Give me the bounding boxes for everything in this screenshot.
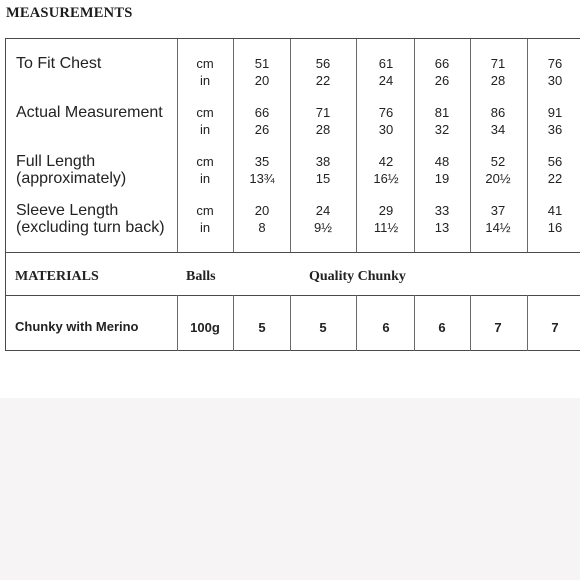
ball-quantity: 7: [494, 320, 502, 335]
measurement-value: 48: [434, 154, 450, 169]
measurement-value: 86: [490, 105, 506, 120]
measurement-value: 20½: [485, 171, 511, 186]
measurement-value: 20: [254, 203, 270, 218]
unit-label: in: [199, 122, 211, 137]
measurement-value: 34: [490, 122, 506, 137]
measurement-value: 8: [258, 220, 266, 235]
measurement-value: 76: [378, 105, 394, 120]
unit-label: cm: [196, 203, 214, 218]
ball-quantity: 5: [258, 320, 266, 335]
measurement-value: 30: [547, 73, 563, 88]
materials-heading: MATERIALS: [15, 269, 99, 284]
measurement-value: 66: [434, 56, 450, 71]
column-divider: [356, 295, 357, 351]
measurement-value: 22: [315, 73, 331, 88]
measurement-value: 81: [434, 105, 450, 120]
column-divider: [414, 39, 415, 252]
measurement-value: 19: [434, 171, 450, 186]
measurement-value: 29: [378, 203, 394, 218]
measurement-value: 15: [315, 171, 331, 186]
measurement-value: 16½: [373, 171, 399, 186]
ball-quantity: 5: [319, 320, 327, 335]
column-divider: [527, 39, 528, 252]
column-divider: [290, 39, 291, 252]
unit-label: cm: [196, 105, 214, 120]
column-divider: [470, 39, 471, 252]
unit-label: cm: [196, 154, 214, 169]
measurement-value: 30: [378, 122, 394, 137]
measurement-value: 28: [490, 73, 506, 88]
column-divider: [527, 295, 528, 351]
measurement-value: 22: [547, 171, 563, 186]
measurement-value: 91: [547, 105, 563, 120]
measurement-value: 13: [434, 220, 450, 235]
row-label: Actual Measurement: [16, 104, 163, 121]
column-divider: [356, 39, 357, 252]
ball-quantity: 7: [551, 320, 559, 335]
measurement-value: 14½: [485, 220, 511, 235]
measurement-value: 26: [254, 122, 270, 137]
measurement-value: 11½: [373, 220, 399, 235]
measurement-value: 61: [378, 56, 394, 71]
unit-label: in: [199, 220, 211, 235]
measurement-value: 76: [547, 56, 563, 71]
column-divider: [290, 295, 291, 351]
balls-label: Balls: [186, 269, 216, 284]
measurement-value: 42: [378, 154, 394, 169]
measurement-value: 37: [490, 203, 506, 218]
measurement-value: 13¾: [249, 171, 275, 186]
measurement-value: 20: [254, 73, 270, 88]
ball-quantity: 6: [382, 320, 390, 335]
measurement-value: 33: [434, 203, 450, 218]
row-label: To Fit Chest: [16, 55, 102, 72]
measurement-value: 38: [315, 154, 331, 169]
measurement-value: 36: [547, 122, 563, 137]
column-divider: [470, 295, 471, 351]
column-divider: [414, 295, 415, 351]
unit-label: cm: [196, 56, 214, 71]
row-label: Sleeve Length (excluding turn back): [16, 202, 165, 236]
ball-quantity: 6: [438, 320, 446, 335]
column-divider: [233, 295, 234, 351]
table-divider: [6, 295, 580, 296]
measurement-value: 51: [254, 56, 270, 71]
measurement-value: 26: [434, 73, 450, 88]
measurement-value: 52: [490, 154, 506, 169]
row-label: Full Length (approximately): [16, 153, 127, 187]
measurement-value: 66: [254, 105, 270, 120]
table-divider: [6, 252, 580, 253]
measurement-value: 71: [315, 105, 331, 120]
unit-label: in: [199, 73, 211, 88]
measurement-value: 9½: [313, 220, 333, 235]
unit-label: in: [199, 171, 211, 186]
column-divider: [233, 39, 234, 252]
measurements-heading: MEASUREMENTS: [6, 5, 133, 21]
ball-weight: 100g: [190, 320, 220, 335]
measurement-value: 71: [490, 56, 506, 71]
measurement-value: 56: [547, 154, 563, 169]
measurement-value: 16: [547, 220, 563, 235]
column-divider: [177, 295, 178, 351]
measurement-value: 35: [254, 154, 270, 169]
measurement-value: 56: [315, 56, 331, 71]
measurement-value: 24: [315, 203, 331, 218]
measurement-value: 24: [378, 73, 394, 88]
measurement-value: 41: [547, 203, 563, 218]
measurements-table: [5, 38, 580, 351]
yarn-name: Chunky with Merino: [15, 319, 139, 334]
quality-label: Quality Chunky: [309, 269, 406, 284]
measurement-value: 28: [315, 122, 331, 137]
measurement-value: 32: [434, 122, 450, 137]
column-divider: [177, 39, 178, 252]
